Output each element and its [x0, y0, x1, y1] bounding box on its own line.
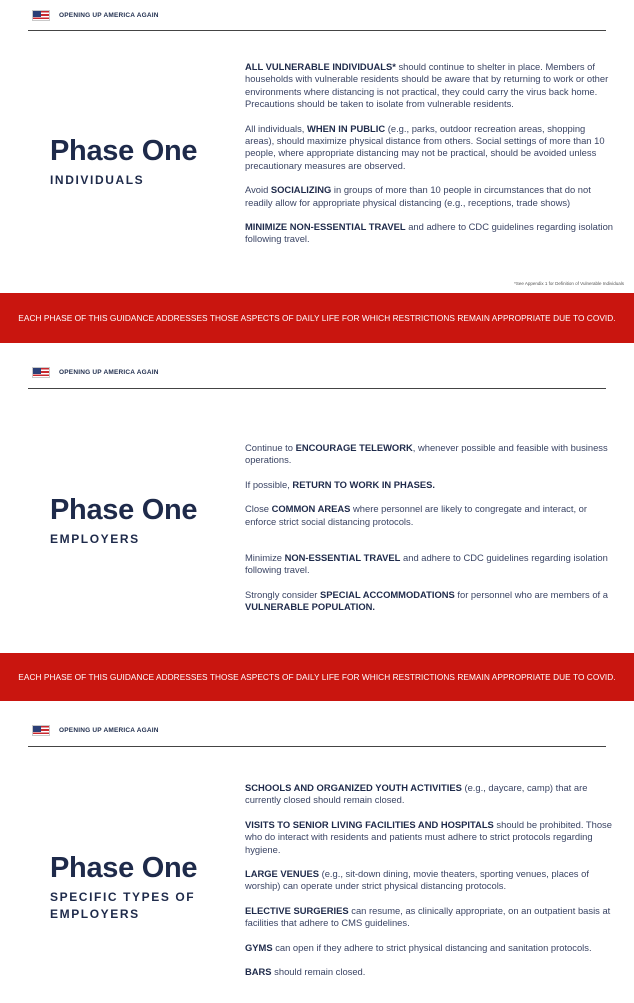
footnote: *See Appendix 1 for Definition of Vulnerable Individuals — [514, 281, 624, 286]
red-banner: EACH PHASE OF THIS GUIDANCE ADDRESSES THOSE ASPECTS OF DAILY LIFE FOR WHICH RESTRICTIONS REMAIN APPROPRIATE DUE TO COVID. — [0, 293, 634, 343]
body-text: in groups of more than 10 people in circumstances that do not readily allow for appropriate physical distancing (e.g., receptions, trade shows) — [245, 184, 591, 208]
page-specific-employers — [0, 701, 634, 1003]
us-flag-icon — [32, 725, 50, 736]
guidance-item — [245, 905, 615, 930]
phase-subtitle: EMPLOYERS — [50, 532, 140, 546]
brand-label: OPENING UP AMERICA AGAIN — [59, 368, 159, 376]
phase-title-block — [50, 134, 220, 189]
page-header — [32, 8, 159, 22]
body-text: Avoid — [245, 184, 271, 196]
guidance-item — [245, 503, 615, 528]
emphasis-text: SPECIAL ACCOMMODATIONS — [320, 588, 455, 600]
guidance-list — [245, 61, 615, 258]
header-divider — [28, 30, 606, 31]
emphasis-text: VISITS TO SENIOR LIVING FACILITIES AND HOSPITALS — [245, 818, 494, 830]
brand-label: OPENING UP AMERICA AGAIN — [59, 726, 159, 734]
phase-title: Phase One — [50, 135, 198, 167]
header-divider — [28, 388, 606, 389]
page-employers — [0, 343, 634, 653]
body-text: All individuals, — [245, 122, 308, 134]
emphasis-text: LARGE VENUES — [245, 868, 319, 880]
body-text: (e.g., daycare, camp) that are currently closed should remain closed. — [245, 782, 588, 806]
phase-title: Phase One — [50, 494, 198, 526]
phase-subtitle: INDIVIDUALS — [50, 173, 145, 187]
body-text: for personnel who are members of a — [454, 588, 608, 600]
body-text: (e.g., sit-down dining, movie theaters, sporting venues, places of worship) can operate under strict physical distancing protocols. — [245, 868, 589, 892]
guidance-item — [245, 819, 615, 856]
body-text: should be prohibited. Those who do interact with residents and patients must adhere to strict protocols regarding hygiene. — [245, 818, 612, 855]
body-text: Continue to — [245, 442, 296, 453]
emphasis-text: WHEN IN PUBLIC — [307, 122, 386, 134]
emphasis-text: COMMON AREAS — [271, 503, 351, 515]
guidance-item — [245, 221, 615, 246]
body-text: can resume, as clinically appropriate, on an outpatient basis at facilities that adhere to CMS guidelines. — [245, 904, 611, 929]
guidance-item — [245, 552, 615, 577]
body-text: Strongly consider — [245, 588, 321, 600]
phase-title-block — [50, 851, 220, 923]
guidance-item — [245, 184, 615, 209]
body-text: should continue to shelter in place. Members of households with vulnerable residents should be aware that by returning to work or other environments where distancing is not practical, they could carry the virus back home. Precautions should be taken to isolate from vulnerable residents. — [245, 61, 609, 110]
guidance-item — [245, 479, 615, 491]
phase-title-block — [50, 493, 220, 548]
phase-title: Phase One — [50, 852, 198, 884]
emphasis-text: SCHOOLS AND ORGANIZED YOUTH ACTIVITIES — [245, 782, 462, 793]
emphasis-text: SOCIALIZING — [270, 184, 332, 196]
emphasis-text: BARS — [245, 966, 272, 978]
header-divider — [28, 746, 606, 747]
guidance-list — [245, 782, 615, 990]
guidance-item — [245, 966, 615, 978]
emphasis-text: ALL VULNERABLE INDIVIDUALS* — [245, 61, 396, 72]
emphasis-text: NON-ESSENTIAL TRAVEL — [284, 552, 401, 564]
us-flag-icon — [32, 367, 50, 378]
page-individuals — [0, 0, 634, 293]
emphasis-text: ENCOURAGE TELEWORK — [295, 442, 413, 453]
page-header — [32, 365, 159, 379]
brand-label: OPENING UP AMERICA AGAIN — [59, 11, 159, 19]
body-text: (e.g., parks, outdoor recreation areas, shopping areas), should maximize physical distance from others. Social settings of more than 10 people, where appropriate distancing may not be practical, should be avoided unless precautionary measures are observed. — [245, 122, 605, 171]
emphasis-text: GYMS — [245, 941, 273, 953]
body-text: , whenever possible and feasible with business operations. — [245, 442, 608, 466]
body-text: Close — [245, 503, 272, 515]
body-text: If possible, — [245, 478, 293, 490]
body-text: and adhere to CDC guidelines regarding isolation following travel. — [245, 221, 614, 245]
body-text: and adhere to CDC guidelines regarding isolation following travel. — [245, 552, 608, 576]
body-text: should remain closed. — [271, 966, 366, 978]
page-header — [32, 723, 159, 737]
guidance-item — [245, 123, 615, 173]
guidance-item — [245, 942, 615, 954]
us-flag-icon — [32, 10, 50, 21]
emphasis-text: MINIMIZE NON-ESSENTIAL TRAVEL — [245, 221, 406, 233]
guidance-item — [245, 868, 615, 893]
body-text: can open if they adhere to strict physical distancing and sanitation protocols. — [272, 941, 592, 953]
body-text: where personnel are likely to congregate and interact, or enforce strict social distancing protocols. — [245, 503, 588, 527]
guidance-item — [245, 589, 615, 614]
emphasis-text: VULNERABLE POPULATION. — [245, 601, 376, 613]
emphasis-text: ELECTIVE SURGERIES — [245, 904, 349, 916]
guidance-item — [245, 61, 615, 111]
guidance-list — [245, 442, 615, 626]
body-text: Minimize — [245, 552, 285, 564]
red-banner: EACH PHASE OF THIS GUIDANCE ADDRESSES THOSE ASPECTS OF DAILY LIFE FOR WHICH RESTRICTIONS REMAIN APPROPRIATE DUE TO COVID. — [0, 653, 634, 701]
guidance-item — [245, 782, 615, 807]
emphasis-text: RETURN TO WORK IN PHASES. — [292, 478, 435, 490]
guidance-item — [245, 442, 615, 467]
phase-subtitle: SPECIFIC TYPES OF EMPLOYERS — [50, 890, 196, 921]
